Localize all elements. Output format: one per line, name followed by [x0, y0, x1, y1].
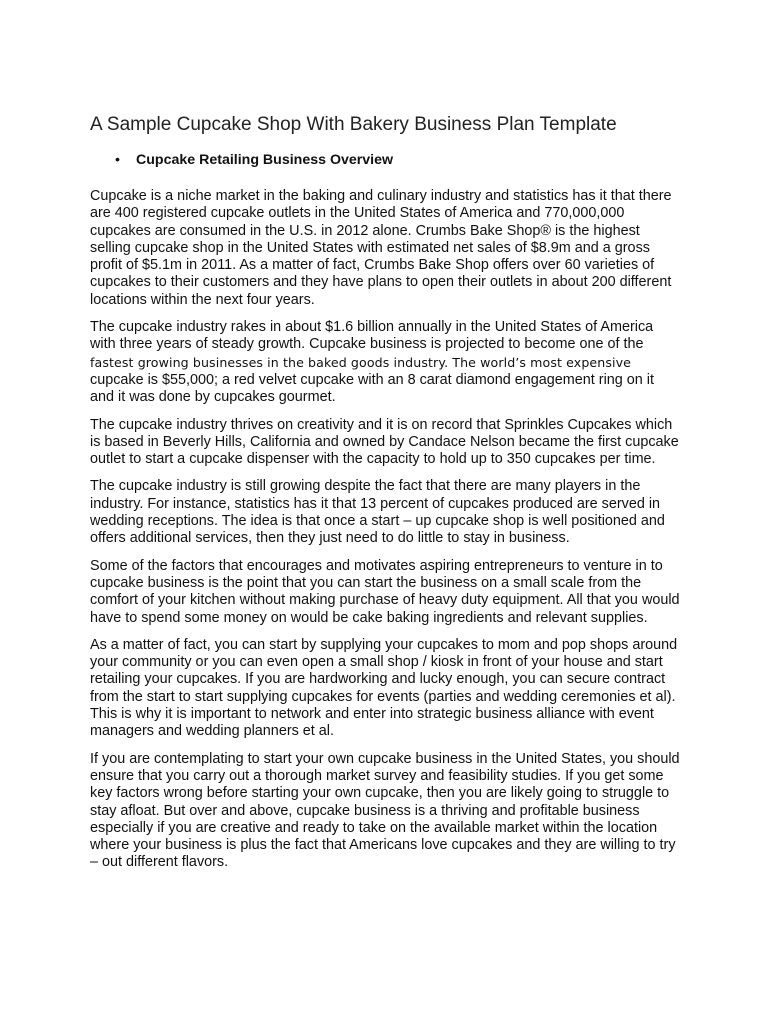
section-heading-item: [90, 151, 680, 169]
paragraph-4: The cupcake industry is still growing despite the fact that there are many players in the industry. For instance, statistics has it that 13 percent of cupcakes produced are served in wedding receptions. The idea is that once a start – up cupcake shop is well positioned and offers additional services, then they just need to do little to stay in business.: [90, 478, 665, 547]
paragraph-2: [90, 319, 680, 406]
section-heading: Cupcake Retailing Business Overview: [136, 152, 394, 168]
section-list: [90, 151, 680, 169]
paragraph-6: As a matter of fact, you can start by supplying your cupcakes to mom and pop shops around your community or you can even open a small shop / kiosk in front of your house and start retailing your cupcakes. If you are hardworking and lucky enough, you can secure contract from the start to start supplying cupcakes for events (parties and wedding ceremonies et al). This is why it is important to network and enter into strategic business alliance with event managers and wedding planners et al.: [90, 636, 678, 740]
paragraph-2-part-1: The cupcake industry rakes in about $1.6 billion annually in the United States of America with three years of steady growth. Cupcake business is projected to become one of the: [90, 319, 654, 353]
body-text: [90, 188, 680, 872]
document-title: A Sample Cupcake Shop With Bakery Business Plan Template: [90, 114, 617, 135]
paragraph-7: If you are contemplating to start your own cupcake business in the United States, you should ensure that you carry out a thorough market survey and feasibility studies. If you get some key factors wrong before starting your own cupcake, then you are likely going to struggle to stay afloat. But over and above, cupcake business is a thriving and profitable business especially if you are creative and ready to take on the available market within the location where your business is plus the fact that Americans love cupcakes and they are willing to try – out different flavors.: [90, 750, 680, 871]
paragraph-2-part-2: cupcake is $55,000; a red velvet cupcake with an 8 carat diamond engagement ring on it and it was done by cupcakes gourmet.: [90, 371, 654, 406]
paragraph-1: Cupcake is a niche market in the baking and culinary industry and statistics has it that there are 400 registered cupcake outlets in the United States of America and 770,000,000 cupcakes are consumed in the U.S. in 2012 alone. Crumbs Bake Shop® is the highest selling cupcake shop in the United States with estimated net sales of $8.9m and a gross profit of $5.1m in 2011. As a matter of fact, Crumbs Bake Shop offers over 60 varieties of cupcakes to their customers and they have plans to open their outlets in about 200 different locations within the next four years.: [90, 188, 672, 308]
paragraph-2-inline-quote: fastest growing businesses in the baked goods industry. The world’s most expensive: [90, 354, 632, 370]
paragraph-3: The cupcake industry thrives on creativity and it is on record that Sprinkles Cupcakes which is based in Beverly Hills, California and owned by Candace Nelson became the first cupcake outlet to start a cupcake dispenser with the capacity to hold up to 350 cupcakes per time.: [90, 416, 679, 468]
document-page: [90, 113, 680, 882]
paragraph-5: Some of the factors that encourages and motivates aspiring entrepreneurs to venture in to cupcake business is the point that you can start the business on a small scale from the comfort of your kitchen without making purchase of heavy duty equipment. All that you would have to spend some money on would be cake baking ingredients and relevant supplies.: [90, 557, 680, 626]
bullet-icon: •: [115, 152, 120, 168]
